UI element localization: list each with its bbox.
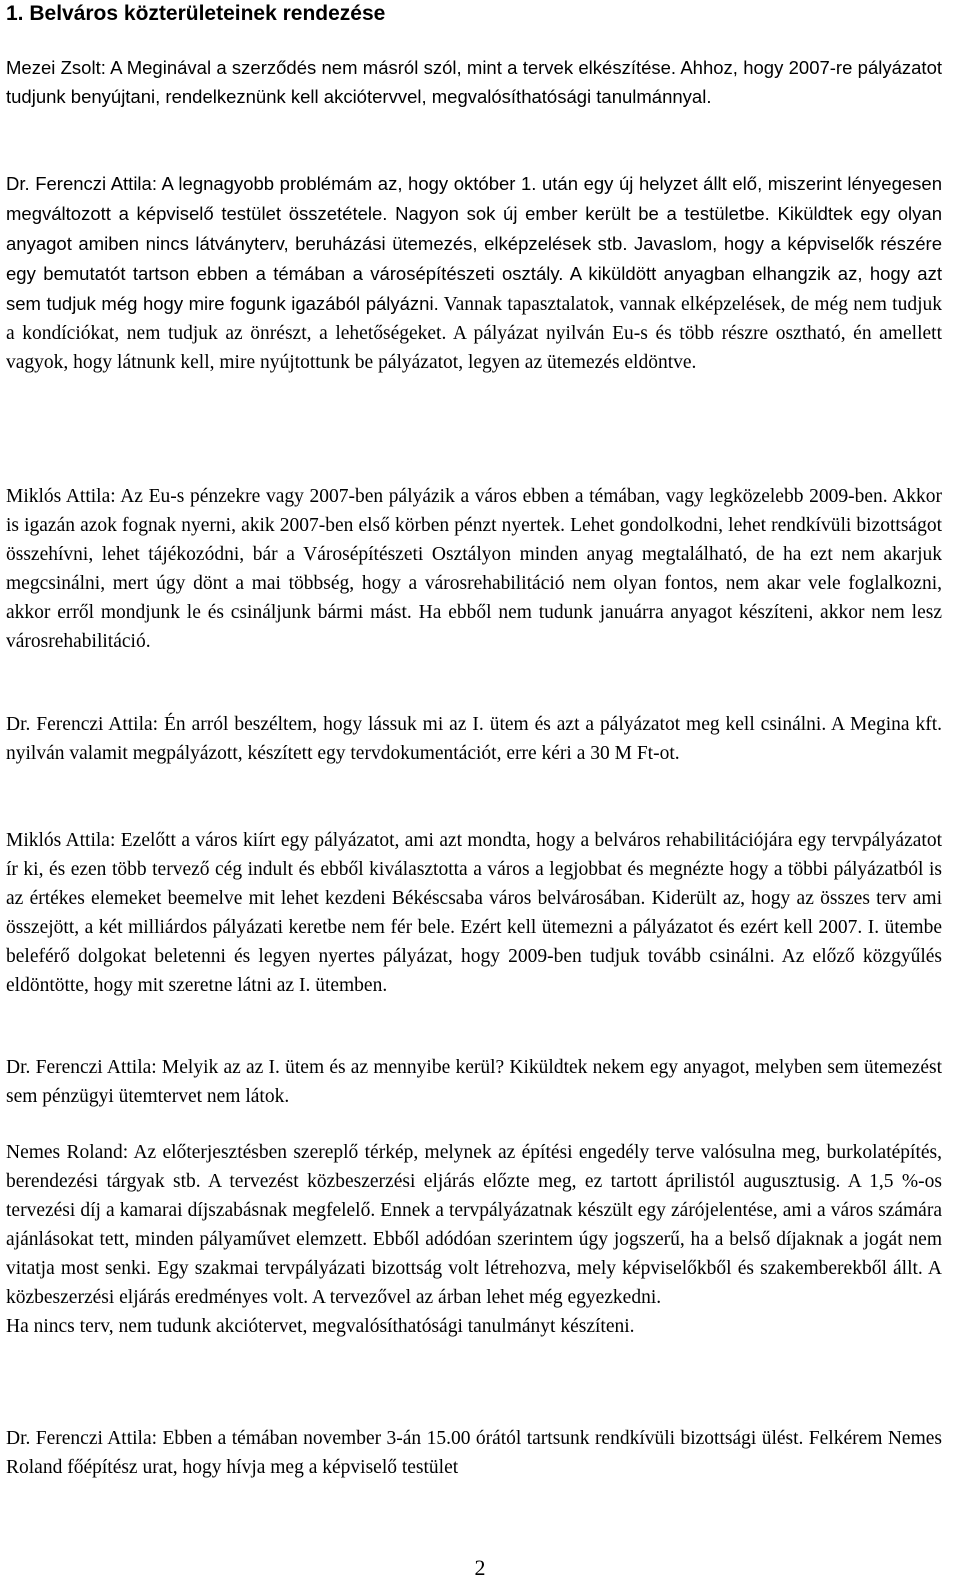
paragraph-ferenczi-1-part-b: Vannak tapasztalatok, vannak elképzelések, de még nem tudjuk a kondíciókat, nem tudjuk az önrészt, a lehetőségeket. A pályázat nyilván Eu-s és több részre osztható, én amellett vagyok, hogy látnunk kell, mire nyújtottunk be pályázatot, legyen az ütemezés eldöntve. [6,294,942,373]
paragraph-ferenczi-3: Dr. Ferenczi Attila: Melyik az az I. ütem és az mennyibe kerül? Kiküldtek nekem egy anyagot, melyben sem ütemezést sem pénzügyi ütemtervet nem látok. [6,1057,942,1107]
page-number: 2 [474,1555,486,1580]
paragraph-miklos-2: Miklós Attila: Ezelőtt a város kiírt egy pályázatot, ami azt mondta, hogy a belváros rehabilitációjára egy tervpályázatot ír ki, és ezen több tervező cég indult és ebből kiválasztotta a város a legjobbat és megnézte hogy a többi pályázatból is az értékes elemeket beemelve mit lehet kezdeni Békéscsaba város belvárosában. Kiderült az, hogy az összes terv ami összejött, a két milliárdos pályázati keretbe nem fér bele. Ezért kell ütemezni a pályázatot és ezért kell 2007. I. ütembe beleférő dolgokat beletenni és legyen nyertes pályázat, hogy 2009-ben tudjuk tovább csinálni. Az előző közgyűlés eldöntötte, hogy mit szeretne látni az I. ütemben. [6,830,942,996]
section-heading: 1. Belváros közterületeinek rendezése [6,2,386,25]
paragraph-ferenczi-1-part-a: Dr. Ferenczi Attila: A legnagyobb problémám az, hogy október 1. után egy új helyzet állt elő, miszerint lényegesen megváltozott a képviselő testület összetétele. Nagyon sok új ember került be a testületbe. Kiküldtek egy olyan anyagot amiben nincs látványterv, beruházási ütemezés, elképzelések stb. Javaslom, hogy a képviselők részére egy bemutatót tartson ebben a témában a városépítészeti osztály. A kiküldött anyagban elhangzik az, hogy azt sem tudjuk még hogy mire fogunk igazából pályázni. [6,173,942,314]
paragraph-nemes [6,1138,942,1341]
paragraph-mezei: Mezei Zsolt: A Meginával a szerződés nem másról szól, mint a tervek elkészítése. Ahhoz, hogy 2007-re pályázatot tudjunk benyújtani, rendelkeznünk kell akciótervvel, megvalósíthatósági tanulmánnyal. [6,57,942,107]
paragraph-ferenczi-2: Dr. Ferenczi Attila: Én arról beszéltem, hogy lássuk mi az I. ütem és azt a pályázatot meg kell csinálni. A Megina kft. nyilván valamit megpályázott, készített egy tervdokumentációt, erre kéri a 30 M Ft-ot. [6,714,942,764]
paragraph-ferenczi-4: Dr. Ferenczi Attila: Ebben a témában november 3-án 15.00 órától tartsunk rendkívüli bizottsági ülést. Felkérem Nemes Roland főépítész urat, hogy hívja meg a képviselő testület [6,1428,942,1478]
paragraph-nemes-body: Nemes Roland: Az előterjesztésben szereplő térkép, melynek az építési engedély terve valósulna meg, burkolatépítés, berendezési tárgyak stb. A tervezést közbeszerzési eljárás előzte meg, ez tartott áprilistól augusztusig. A 1,5 %-os tervezési díj a kamarai díjszabásnak megfelelő. Ennek a tervpályázatnak készült egy zárójelentése, ami a város számára ajánlásokat tett, minden pályaművet elemzett. Ebből adódóan szerintem úgy jogszerű, ha a belső díjaknak a jogát nem vitatja most senki. Egy szakmai tervpályázati bizottság volt létrehozva, mely képviselőkből és szakemberekből állt. A közbeszerzési eljárás eredményes volt. A tervezővel az árban lehet még egyezkedni. [6,1142,942,1308]
paragraph-ferenczi-1 [6,169,942,377]
paragraph-miklos-1: Miklós Attila: Az Eu-s pénzekre vagy 2007-ben pályázik a város ebben a témában, vagy legközelebb 2009-ben. Akkor is igazán azok fognak nyerni, akik 2007-ben első körben pénzt nyertek. Lehet gondolkodni, lehet rendkívüli bizottságot összehívni, lehet tájékozódni, bár a Városépítészeti Osztályon minden anyag megtalálható, de ha ezt nem akarjuk megcsinálni, mert úgy dönt a mai többség, hogy a városrehabilitáció nem olyan fontos, nem akar vele foglalkozni, akkor erről mondjunk le és csináljunk bármi mást. Ha ebből nem tudunk januárra anyagot készíteni, akkor nem lesz városrehabilitáció. [6,486,942,652]
paragraph-nemes-last-line: Ha nincs terv, nem tudunk akciótervet, megvalósíthatósági tanulmányt készíteni. [6,1316,635,1337]
